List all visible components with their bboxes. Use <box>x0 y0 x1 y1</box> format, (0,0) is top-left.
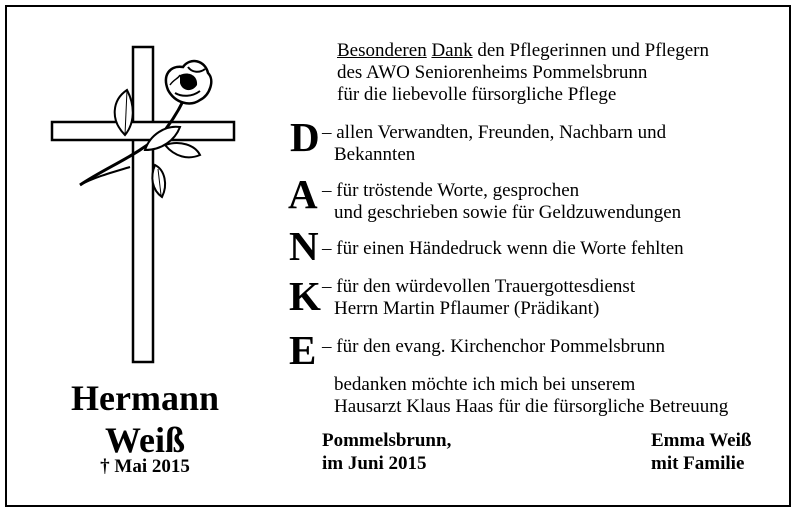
place-line: Pommelsbrunn, <box>322 430 452 451</box>
danke-letter-a: A <box>288 171 318 217</box>
deceased-last-name: Weiß <box>104 420 185 460</box>
intro-rest: den Pflegerinnen und Pflegern <box>472 40 709 61</box>
intro-line-3: für die liebevolle fürsorgliche Pflege <box>337 84 617 105</box>
signature-family: mit Familie <box>651 453 745 474</box>
deceased-first-name: Hermann <box>71 378 219 418</box>
danke-e-line-1: – für den evang. Kirchenchor Pommelsbrunn <box>322 336 665 357</box>
intro-word-dank: Dank <box>431 40 473 61</box>
danke-a-line-2: und geschrieben sowie für Geldzuwendungen <box>334 202 682 223</box>
danke-a-line-1: – für tröstende Worte, gesprochen <box>322 180 580 201</box>
danke-n-line-1: – für einen Händedruck wenn die Worte fehlten <box>322 238 684 259</box>
intro-line-1 <box>337 40 709 62</box>
danke-letter-e: E <box>289 327 317 373</box>
closing-line-2: Hausarzt Klaus Haas für die fürsorgliche Betreuung <box>334 396 729 417</box>
danke-d-line-2: Bekannten <box>334 144 416 165</box>
intro-line-2: des AWO Seniorenheims Pommelsbrunn <box>337 62 648 83</box>
signature-name: Emma Weiß <box>651 430 752 451</box>
date-line: im Juni 2015 <box>322 453 427 474</box>
cross-with-rose-icon <box>50 45 240 365</box>
danke-k-line-1: – für den würdevollen Trauergottesdienst <box>322 276 636 297</box>
danke-d-line-1: – allen Verwandten, Freunden, Nachbarn und <box>322 122 667 143</box>
intro-word-besonderen: Besonderen <box>337 40 427 61</box>
closing-line-1: bedanken möchte ich mich bei unserem <box>334 374 636 395</box>
danke-letter-k: K <box>289 273 321 319</box>
danke-k-line-2: Herrn Martin Pflaumer (Prädikant) <box>334 298 600 319</box>
danke-letter-d: D <box>290 114 320 160</box>
death-date: † Mai 2015 <box>100 456 190 477</box>
danke-letter-n: N <box>289 223 319 269</box>
